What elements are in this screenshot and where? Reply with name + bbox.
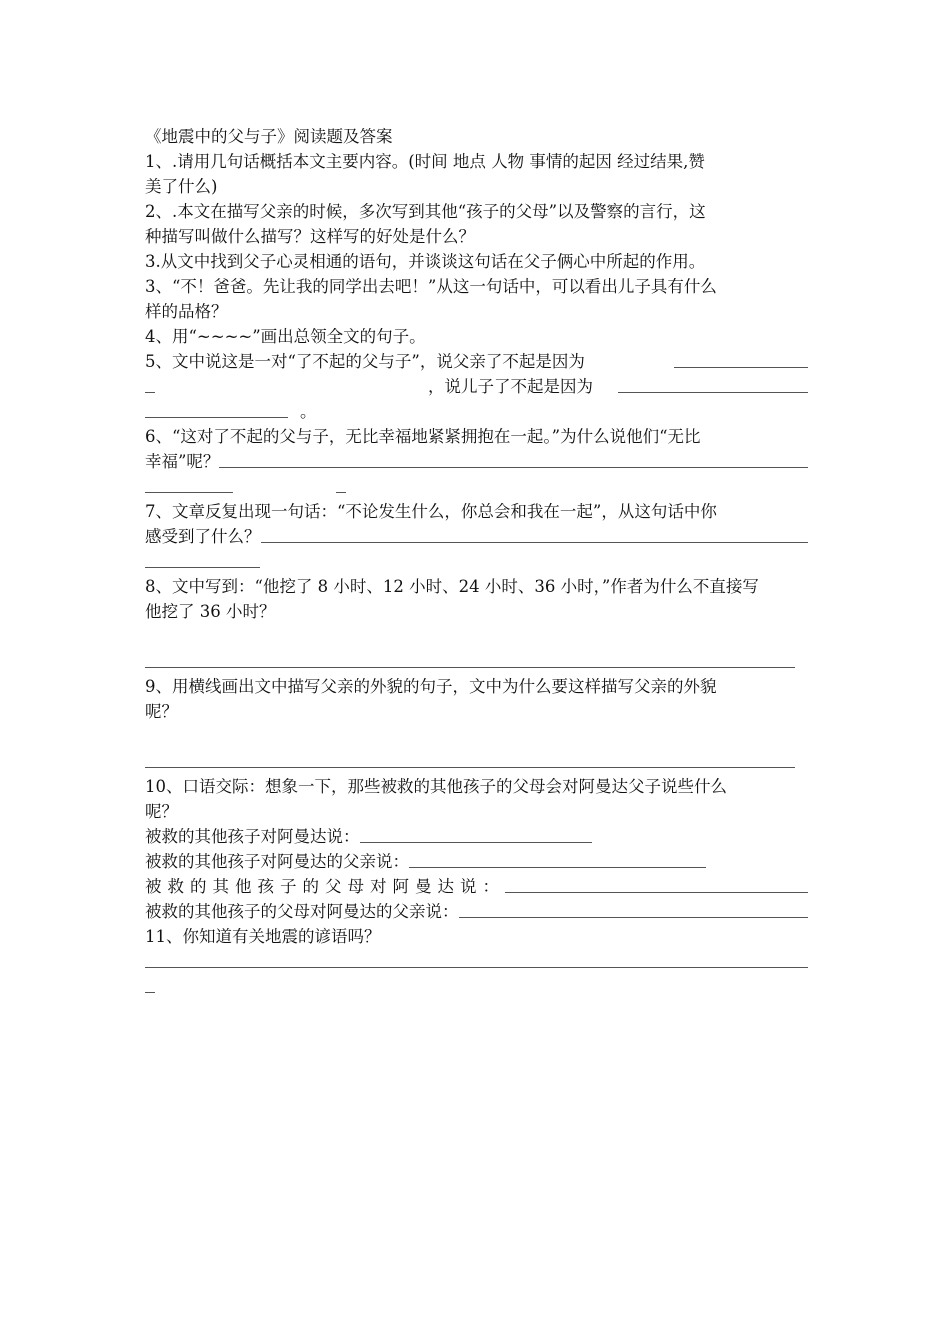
spacer: [145, 724, 808, 749]
question-6-line-1: 6、“这对了不起的父与子，无比幸福地紧紧拥抱在一起。”为什么说他们“无比: [145, 427, 701, 446]
question-10-prompt-1: 被救的其他孩子对阿曼达说：: [145, 827, 360, 846]
answer-blank-5a[interactable]: [674, 349, 808, 368]
question-3b-line-2: 样的品格？: [145, 302, 228, 321]
question-10-line-2: 呢？: [145, 802, 178, 821]
question-5-line-2: [145, 374, 808, 399]
answer-blank-6b[interactable]: [145, 474, 233, 493]
question-5-text-1: 5、文中说这是一对“了不起的父与子”，说父亲了不起是因为: [145, 352, 585, 371]
question-6-line-2: [145, 449, 808, 474]
question-10-prompt-2: 被救的其他孩子对阿曼达的父亲说：: [145, 852, 409, 871]
document-content: [145, 124, 808, 999]
answer-blank-10d[interactable]: [459, 899, 809, 918]
question-6-text-2: 幸福”呢？: [145, 452, 220, 471]
question-11-answer-tail: [145, 974, 808, 999]
answer-blank-5d[interactable]: [145, 399, 288, 418]
answer-blank-9[interactable]: [145, 749, 795, 768]
answer-blank-7a[interactable]: [261, 524, 809, 543]
question-1-line-2: 美了什么): [145, 177, 218, 196]
question-7-text-2: 感受到了什么？: [145, 527, 261, 546]
answer-blank-5c[interactable]: [618, 374, 808, 393]
question-2-line-1: 2、.本文在描写父亲的时候，多次写到其他“孩子的父母”以及警察的言行，这: [145, 202, 706, 221]
question-4: 4、用“~~~~”画出总领全文的句子。: [145, 327, 426, 346]
answer-blank-7b[interactable]: [145, 549, 260, 568]
answer-blank-10a[interactable]: [360, 824, 592, 843]
question-7-line-2: [145, 524, 808, 549]
question-9-answer-line: [145, 749, 808, 774]
question-10-line-1: 10、口语交际：想象一下，那些被救的其他孩子的父母会对阿曼达父子说些什么: [145, 777, 727, 796]
answer-blank-6c[interactable]: [336, 474, 346, 493]
question-2-line-2: 种描写叫做什么描写？这样写的好处是什么？: [145, 227, 475, 246]
question-7-line-1: 7、文章反复出现一句话：“不论发生什么，你总会和我在一起”，从这句话中你: [145, 502, 717, 521]
question-3a: 3.从文中找到父子心灵相通的语句，并谈谈这句话在父子俩心中所起的作用。: [145, 252, 706, 271]
question-10-answer-4: [145, 899, 808, 924]
question-6-line-3: [145, 474, 808, 499]
question-10-prompt-3: 被救的其他孩子的父母对阿曼达说：: [145, 877, 505, 896]
question-11: 11、你知道有关地震的谚语吗？: [145, 927, 381, 946]
question-10-answer-3: [145, 874, 808, 899]
answer-blank-11b[interactable]: [145, 974, 155, 993]
question-7-line-3: [145, 549, 808, 574]
answer-blank-8[interactable]: [145, 649, 795, 668]
question-5-text-2: ，说儿子了不起是因为: [428, 377, 593, 396]
question-8-answer-line: [145, 649, 808, 674]
question-5-line-3: [145, 399, 808, 424]
question-10-answer-2: [145, 849, 808, 874]
question-10-answer-1: [145, 824, 808, 849]
answer-blank-10c[interactable]: [505, 874, 808, 893]
question-5-text-3: 。: [300, 402, 317, 421]
question-3b-line-1: 3、“不！爸爸。先让我的同学出去吧！”从这一句话中，可以看出儿子具有什么: [145, 277, 717, 296]
question-11-answer-line: [145, 949, 808, 974]
answer-blank-10b[interactable]: [409, 849, 706, 868]
answer-blank-5b[interactable]: [145, 374, 155, 393]
question-9-line-1: 9、用横线画出文中描写父亲的外貌的句子，文中为什么要这样描写父亲的外貌: [145, 677, 717, 696]
question-8-line-1: 8、文中写到：“他挖了 8 小时、12 小时、24 小时、36 小时，”作者为什么不直接写: [145, 577, 759, 596]
question-9-line-2: 呢？: [145, 702, 178, 721]
question-8-line-2: 他挖了 36 小时？: [145, 602, 276, 621]
spacer: [145, 624, 808, 649]
answer-blank-11a[interactable]: [145, 949, 808, 968]
question-1-line-1: 1、.请用几句话概括本文主要内容。(时间 地点 人物 事情的起因 经过结果,赞: [145, 152, 705, 171]
question-5-line-1: [145, 349, 808, 374]
document-title: 《地震中的父与子》阅读题及答案: [145, 127, 393, 146]
answer-blank-6a[interactable]: [219, 449, 808, 468]
question-10-prompt-4: 被救的其他孩子的父母对阿曼达的父亲说：: [145, 902, 459, 921]
